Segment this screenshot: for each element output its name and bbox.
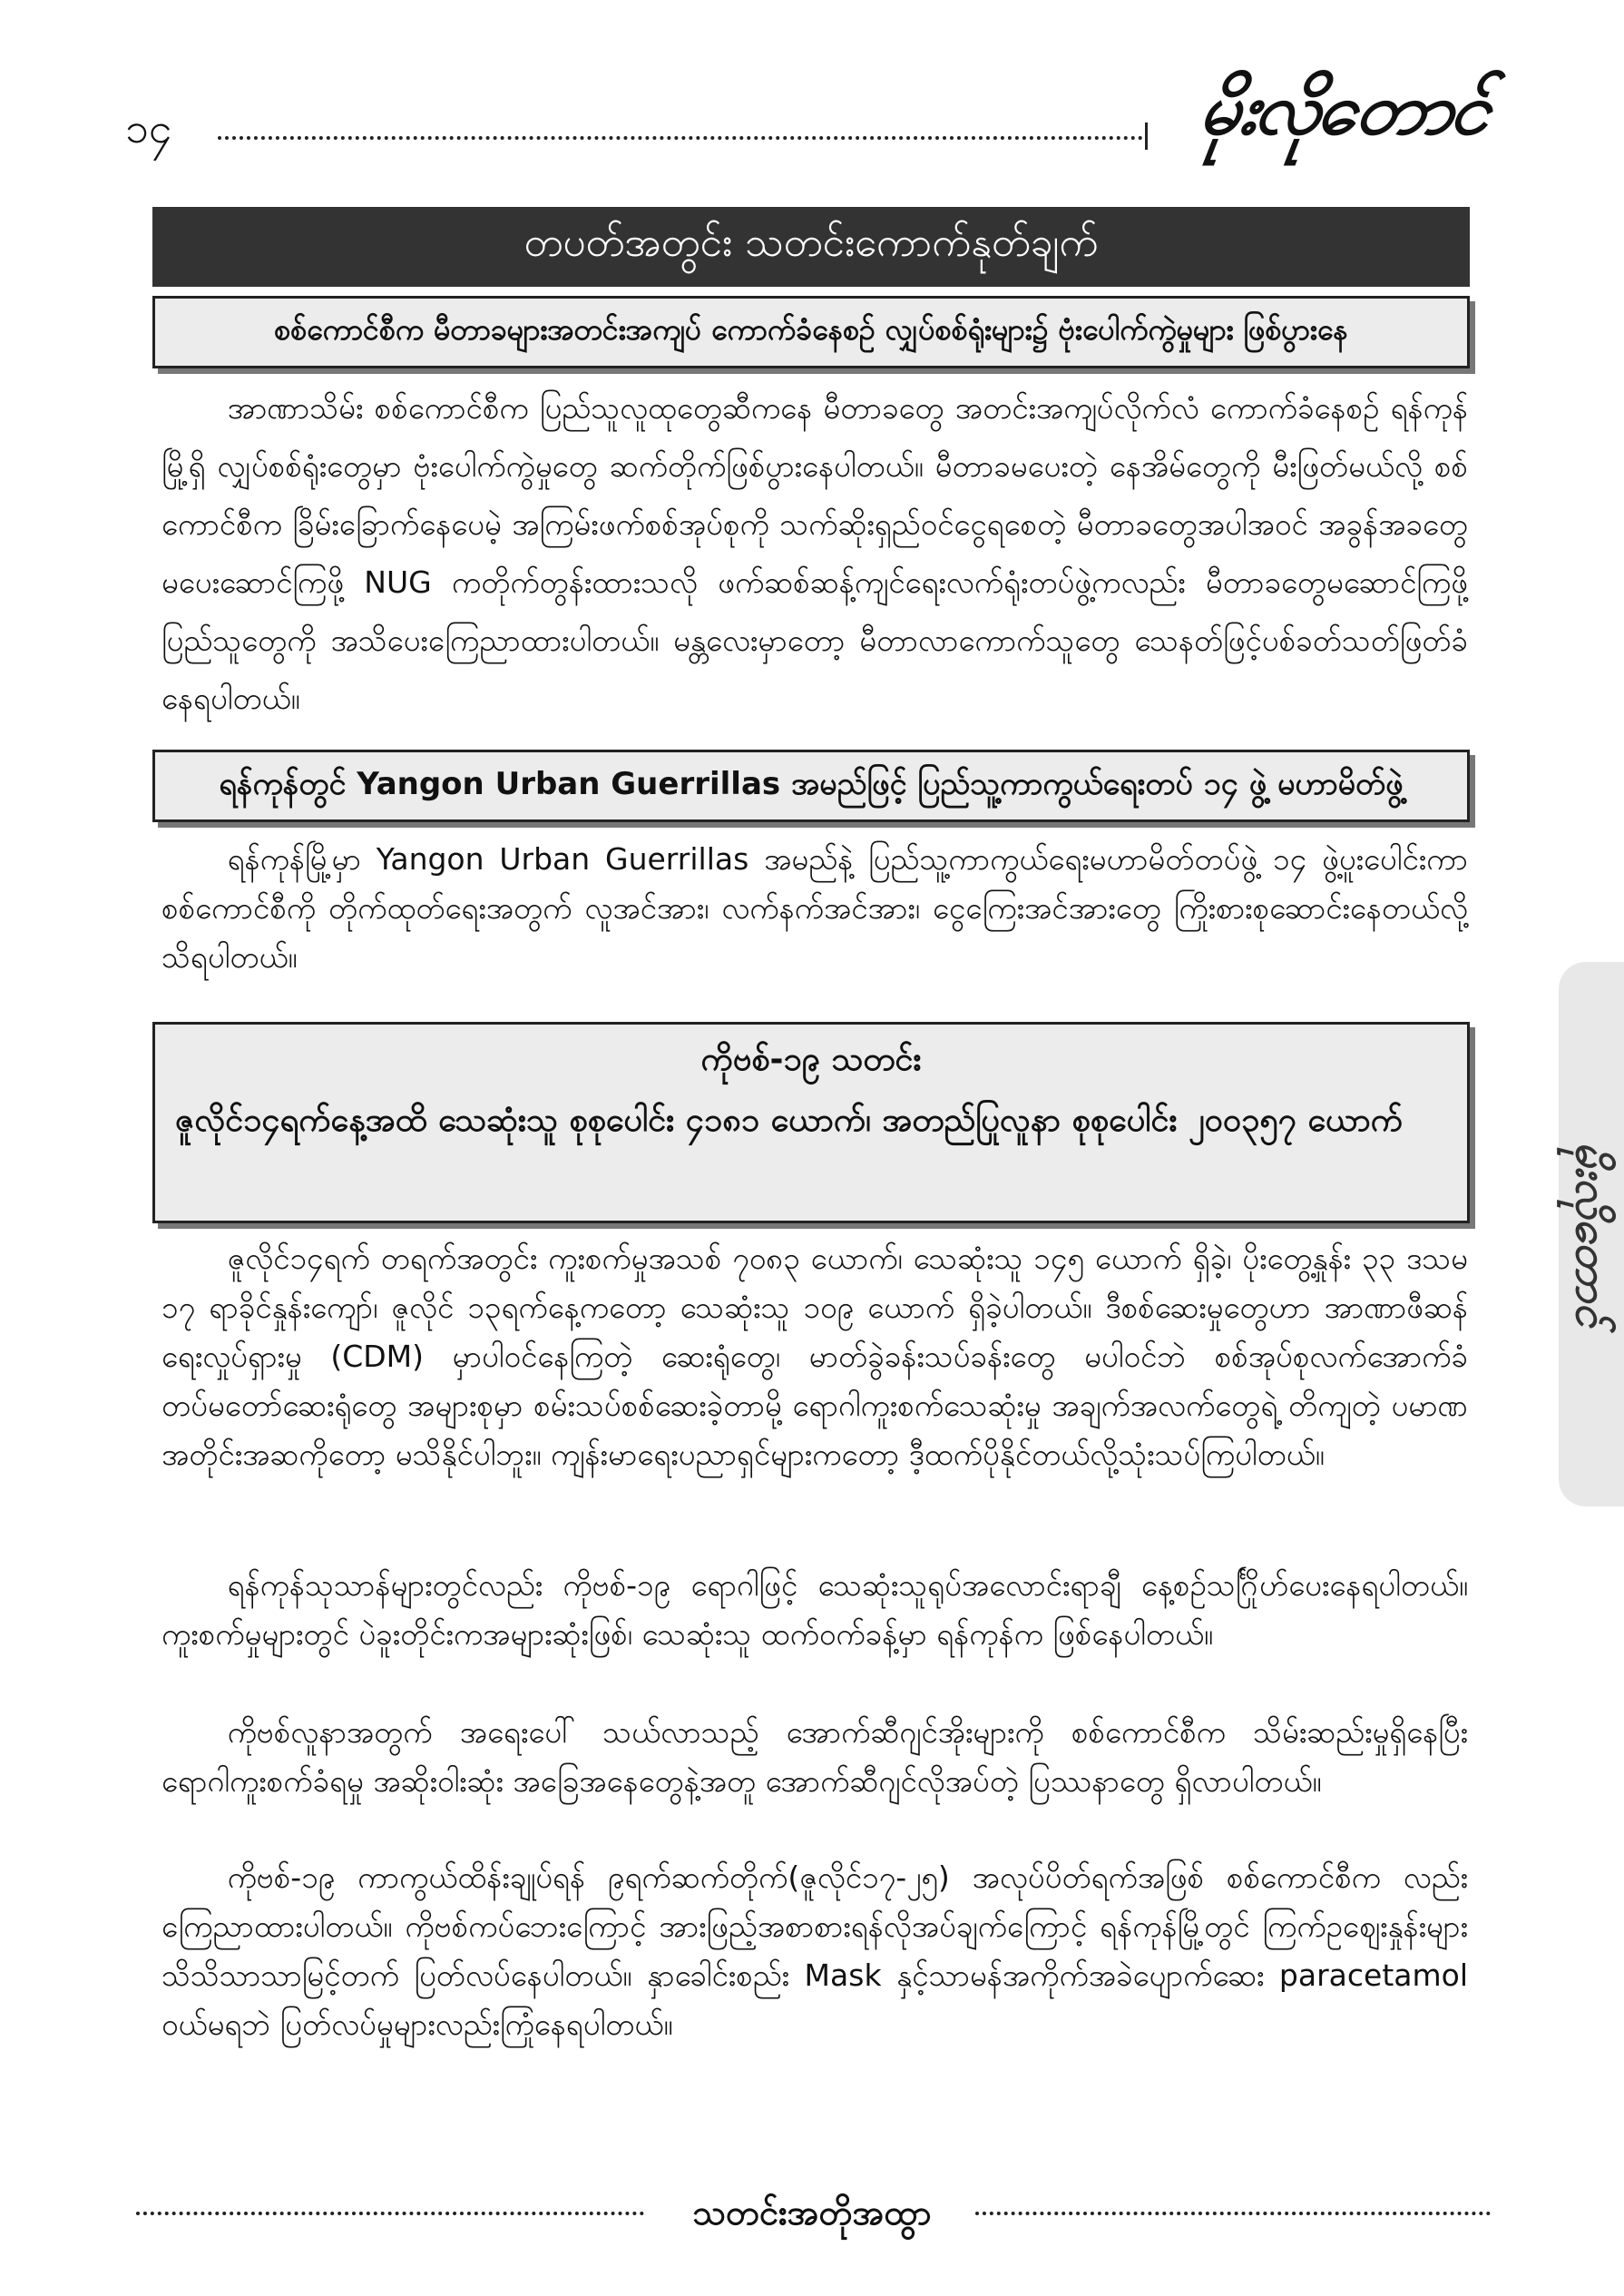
article-electricity-body: အာဏာသိမ်း စစ်ကောင်စီက ပြည်သူလူထုတွေဆီကနေ မီတာခတွေ အတင်းအကျပ်လိုက်လံ ကောက်ခံနေစဉ် ရန်ကုန်မြို့ရှိ လျှပ်စစ်ရုံးတွေမှာ ဗုံးပေါက်ကွဲမှုတွေ ဆက်တိုက်ဖြစ်ပွားနေပါတယ်။ မီတာခမပေးတဲ့ နေအိမ်တွေကို မီးဖြတ်မယ်လို့ စစ်ကောင်စီက ခြိမ်းခြောက်နေပေမဲ့ အကြမ်းဖက်စစ်အုပ်စုကို သက်ဆိုးရှည်ဝင်ငွေရစေတဲ့ မီတာခတွေအပါအဝင် အခွန်အခတွေ မပေးဆောင်ကြဖို့ NUG ကတိုက်တွန်းထားသလို ဖက်ဆစ်ဆန့်ကျင်ရေးလက်ရုံးတပ်ဖွဲ့ကလည်း မီတာခတွေမဆောင်ကြဖို့ ပြည်သူတွေကို အသိပေးကြေညာထားပါတယ်။ မန္တလေးမှာတော့ မီတာလာကောက်သူတွေ သေနတ်ဖြင့်ပစ်ခတ်သတ်ဖြတ်ခံနေရပါတယ်။ xyxy=(161,390,1468,716)
covid-paragraph-4: ကိုဗစ်-၁၉ ကာကွယ်ထိန်းချုပ်ရန် ၉ရက်ဆက်တိုက်(ဇူလိုင်၁၇-၂၅) အလုပ်ပိတ်ရက်အဖြစ် စစ်ကောင်စီက လည်းကြေညာထားပါတယ်။ ကိုဗစ်ကပ်ဘေးကြောင့် အားဖြည့်အစာစားရန်လိုအပ်ချက်ကြောင့် ရန်ကုန်မြို့တွင် ကြက်ဥဈေးနှုန်းများ သိသိသာသာမြင့်တက် ပြတ်လပ်နေပါတယ်။ နှာခေါင်းစည်း Mask နှင့်သာမန်အကိုက်အခဲပျောက်ဆေး paracetamol ဝယ်မရဘဲ ပြတ်လပ်မှုများလည်းကြုံနေရပါတယ်။ xyxy=(161,1859,1468,2042)
section-banner: တပတ်အတွင်း သတင်းကောက်နုတ်ချက် xyxy=(152,207,1470,287)
covid-paragraph-3: ကိုဗစ်လူနာအတွက် အရေးပေါ် သယ်လာသည့် အောက်ဆီဂျင်အိုးများကို စစ်ကောင်စီက သိမ်းဆည်းမှုရှိနေပြီး ရောဂါကူးစက်ခံရမှု အဆိုးဝါးဆုံး အခြေအနေတွေနဲ့အတူ အောက်ဆီဂျင်လိုအပ်တဲ့ ပြဿနာတွေ ရှိလာပါတယ်။ xyxy=(161,1714,1468,1799)
headline-box-guerrillas xyxy=(152,750,1470,822)
side-tab-logo xyxy=(1559,962,1624,1506)
covid-box-title: ကိုဗစ်-၁၉ သတင်း xyxy=(700,1041,922,1078)
covid-box-text: ဇူလိုင်၁၄ရက်နေ့အထိ သေဆုံးသူ စုစုပေါင်း ၄၁၈၁ ယောက်၊ အတည်ပြုလူနာ စုစုပေါင်း ၂၀၀၃၅၇ ယောက် xyxy=(175,1102,1403,1139)
covid-paragraph-1: ဇူလိုင်၁၄ရက် တရက်အတွင်း ကူးစက်မှုအသစ် ၇၀၈၃ ယောက်၊ သေဆုံးသူ ၁၄၅ ယောက် ရှိခဲ့၊ ပိုးတွေ့နှုန်း ၃၃ ဒသမ ၁၇ ရာခိုင်နှုန်းကျော်၊ ဇူလိုင် ၁၃ရက်နေ့ကတော့ သေဆုံးသူ ၁၀၉ ယောက် ရှိခဲ့ပါတယ်။ ဒီစစ်ဆေးမှုတွေဟာ အာဏာဖီဆန်ရေးလှုပ်ရှားမှု (CDM) မှာပါဝင်နေကြတဲ့ ဆေးရုံတွေ၊ မာတ်ခွဲခန်းသပ်ခန်းတွေ မပါဝင်ဘဲ စစ်အုပ်စုလက်အောက်ခံ တပ်မတော်ဆေးရုံတွေ အများစုမှာ စမ်းသပ်စစ်ဆေးခဲ့တာမို့ ရောဂါကူးစက်သေဆုံးမှု အချက်အလက်တွေရဲ့ တိကျတဲ့ ပမာဏအတိုင်းအဆကိုတော့ မသိနိုင်ပါဘူး။ ကျန်းမာရေးပညာရှင်များကတော့ ဒီ့ထက်ပိုနိုင်တယ်လို့သုံးသပ်ကြပါတယ်။ xyxy=(161,1241,1468,1472)
header-dotted-rule xyxy=(218,136,1143,140)
headline-box-electricity xyxy=(152,296,1470,368)
page-number: ၁၄ xyxy=(125,103,172,152)
headline-guerrillas: ရန်ကုန်တွင် Yangon Urban Guerrillas အမည်ဖြင့် ပြည်သူ့ကာကွယ်ရေးတပ် ၁၄ ဖွဲ့ မဟာမိတ်ဖွဲ့ xyxy=(219,765,1404,802)
footer-dotted-rule-left xyxy=(136,2212,644,2215)
headline-electricity: စစ်ကောင်စီက မီတာခများအတင်းအကျပ် ကောက်ခံနေစဉ် လျှပ်စစ်ရုံးများ၌ ဗုံးပေါက်ကွဲမှုများ ဖြစ်ပွားနေ xyxy=(274,312,1348,347)
footer-dotted-rule-right xyxy=(975,2212,1491,2215)
masthead-logo: မိုးလိုတောင် xyxy=(1195,68,1492,151)
side-tab-logo-text: မိုးလိုတောင် xyxy=(1566,1142,1617,1327)
footer-section-label: သတင်းအတိုအထွာ xyxy=(692,2193,932,2232)
covid-summary-box xyxy=(152,1022,1470,1223)
covid-paragraph-2: ရန်ကုန်သုသာန်များတွင်လည်း ကိုဗစ်-၁၉ ရောဂါဖြင့် သေဆုံးသူရုပ်အလောင်းရာချီ နေ့စဉ်သင်္ဂြိုဟ်ပေးနေရပါတယ်။ ကူးစက်မှုများတွင် ပဲခူးတိုင်းကအများဆုံးဖြစ်၊ သေဆုံးသူ ထက်ဝက်ခန့်မှာ ရန်ကုန်က ဖြစ်နေပါတယ်။ xyxy=(161,1567,1468,1652)
header-rule-end xyxy=(1145,123,1148,150)
article-guerrillas-body: ရန်ကုန်မြို့မှာ Yangon Urban Guerrillas အမည်နဲ့ ပြည်သူ့ကာကွယ်ရေးမဟာမိတ်တပ်ဖွဲ့ ၁၄ ဖွဲ့ပူးပေါင်းကာ စစ်ကောင်စီကို တိုက်ထုတ်ရေးအတွက် လူအင်အား၊ လက်နက်အင်အား၊ ငွေကြေးအင်အားတွေ ကြိုးစားစုဆောင်းနေတယ်လို့ သိရပါတယ်။ xyxy=(161,841,1468,975)
